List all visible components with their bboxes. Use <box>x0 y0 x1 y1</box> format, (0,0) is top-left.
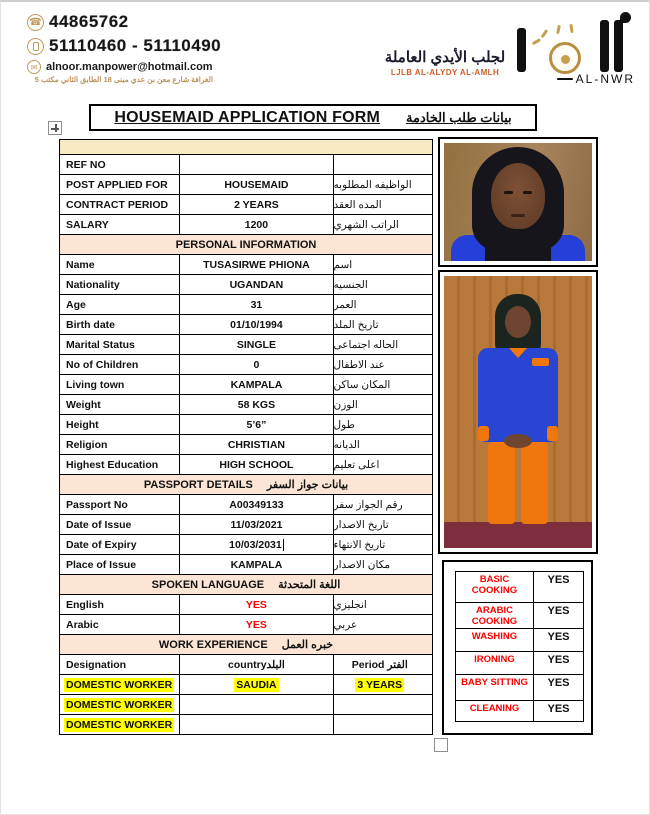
logo-calligraphy-stroke <box>614 20 623 72</box>
skill-name: ARABIC COOKING <box>456 603 534 628</box>
field-label-ar: رقم الجواز سفر <box>333 495 432 514</box>
field-label: Religion <box>66 438 108 451</box>
field-value <box>179 155 332 174</box>
work-row <box>60 694 432 714</box>
field-label: Highest Education <box>66 458 159 471</box>
field-label: Birth date <box>66 318 116 331</box>
lightbulb-ray <box>541 29 548 38</box>
field-label-ar: مكان الاصدار <box>333 555 432 574</box>
face <box>505 306 531 338</box>
field-label-ar: المكان ساكن <box>333 375 432 394</box>
field-row <box>60 434 432 454</box>
field-label: English <box>66 598 104 611</box>
section-title-en: PASSPORT DETAILS <box>143 478 253 491</box>
skill-row <box>456 651 583 674</box>
lightbulb-ray <box>569 24 573 33</box>
company-name-translit: LJLB AL-ALYDY AL-AMLH <box>390 68 500 77</box>
section-title-en: PERSONAL INFORMATION <box>175 238 317 251</box>
skill-row <box>456 700 583 721</box>
field-value: 31 <box>179 295 332 314</box>
skill-row <box>456 628 583 651</box>
field-label-ar: الراتب الشهري <box>333 215 432 234</box>
face <box>491 163 545 229</box>
skill-name: BABY SITTING <box>456 675 534 700</box>
field-label: POST APPLIED FOR <box>66 178 168 191</box>
form-title-en: HOUSEMAID APPLICATION FORM <box>114 108 381 126</box>
hijab-drape <box>485 227 551 261</box>
work-col-country: countryالبلد <box>179 655 332 674</box>
text-cursor <box>283 539 284 551</box>
work-period <box>333 695 432 714</box>
contact-block <box>27 12 221 84</box>
logo-calligraphy-stroke <box>600 20 609 72</box>
section-header-row <box>60 234 432 254</box>
field-label-ar: المده العقد <box>333 195 432 214</box>
field-label-ar: طول <box>333 415 432 434</box>
work-period <box>333 715 432 734</box>
skills-box <box>442 560 593 735</box>
section-header-row <box>60 634 432 654</box>
field-label-ar: عربي <box>333 615 432 634</box>
field-row <box>60 214 432 234</box>
form-title-ar: بيانات طلب الخادمة <box>406 109 512 125</box>
company-name <box>379 48 511 77</box>
field-row <box>60 154 432 174</box>
headshot-photo <box>438 137 598 267</box>
logo-calligraphy-dot <box>620 12 631 23</box>
field-label-ar: العمر <box>333 295 432 314</box>
eye <box>504 191 513 194</box>
field-value: HOUSEMAID <box>179 175 332 194</box>
logo-wordmark: AL-NWR <box>575 72 635 86</box>
field-value: SINGLE <box>179 335 332 354</box>
field-row <box>60 334 432 354</box>
lightbulb-ray <box>532 38 541 45</box>
work-col-period: Period الفتر <box>333 655 432 674</box>
field-row <box>60 454 432 474</box>
skill-value: YES <box>547 703 570 715</box>
field-row <box>60 194 432 214</box>
field-label: Passport No <box>66 498 128 511</box>
field-value: 01/10/1994 <box>179 315 332 334</box>
field-row <box>60 314 432 334</box>
field-label: Nationality <box>66 278 120 291</box>
field-label: No of Children <box>66 358 139 371</box>
carpet <box>444 522 592 548</box>
work-col-designation: Designation <box>66 658 127 671</box>
company-brand <box>379 8 641 100</box>
phone-number: 44865762 <box>49 12 129 31</box>
field-row <box>60 554 432 574</box>
field-label-ar: الديانه <box>333 435 432 454</box>
field-row <box>60 374 432 394</box>
field-label-ar: الوزن <box>333 395 432 414</box>
field-label: REF NO <box>66 158 106 171</box>
field-row <box>60 274 432 294</box>
headshot-scene <box>444 143 592 261</box>
section-title-ar: بيانات جواز السفر <box>266 479 349 491</box>
field-value: 58 KGS <box>179 395 332 414</box>
field-label: Name <box>66 258 95 271</box>
orange-collar <box>509 348 527 358</box>
field-value: 2 YEARS <box>179 195 332 214</box>
skill-name: BASIC COOKING <box>456 572 534 602</box>
section-title-ar: خبره العمل <box>281 639 334 651</box>
orange-pocket <box>532 358 549 366</box>
field-label: Date of Expiry <box>66 538 137 551</box>
work-designation <box>60 715 179 734</box>
field-label: Age <box>66 298 86 311</box>
skill-value: YES <box>547 605 570 617</box>
field-value: KAMPALA <box>179 375 332 394</box>
field-value: YES <box>179 615 332 634</box>
skill-row <box>456 602 583 628</box>
field-label: Weight <box>66 398 101 411</box>
phone-icon: ☎ <box>27 14 44 31</box>
skill-name: WASHING <box>456 629 534 651</box>
highlighted-text: SAUDIA <box>236 678 277 691</box>
mobile-row <box>27 36 221 56</box>
field-label: Place of Issue <box>66 558 137 571</box>
field-value: UGANDAN <box>179 275 332 294</box>
work-country <box>179 715 332 734</box>
orange-cuff <box>547 426 558 441</box>
mouth <box>511 214 525 217</box>
fullbody-scene <box>444 276 592 548</box>
section-title-ar: اللغة المتحدثة <box>278 579 341 591</box>
company-name-arabic: لجلب الأيدي العاملة <box>384 49 506 66</box>
band-row <box>60 140 432 154</box>
table-resize-handle[interactable] <box>434 738 448 752</box>
highlighted-text: 3 YEARS <box>357 678 403 691</box>
field-value: KAMPALA <box>179 555 332 574</box>
work-designation <box>60 695 179 714</box>
orange-cuff <box>478 426 489 441</box>
work-row <box>60 714 432 734</box>
section-title <box>60 475 432 494</box>
lightbulb-filament <box>561 55 570 64</box>
lightbulb-base <box>557 78 573 81</box>
orange-pants <box>488 442 515 524</box>
application-table <box>59 139 433 735</box>
work-header-row <box>60 654 432 674</box>
highlighted-text: DOMESTIC WORKER <box>66 678 173 691</box>
field-label: Height <box>66 418 99 431</box>
field-label-ar: الحاله اجتماعى <box>333 335 432 354</box>
field-value: 5’6” <box>179 415 332 434</box>
work-country <box>179 695 332 714</box>
field-value: HIGH SCHOOL <box>179 455 332 474</box>
field-value: A00349133 <box>179 495 332 514</box>
skill-value: YES <box>547 677 570 689</box>
field-label-ar: الجنسيه <box>333 275 432 294</box>
field-row <box>60 494 432 514</box>
hands <box>504 434 532 448</box>
field-label-ar: اسم <box>333 255 432 274</box>
skill-row <box>456 674 583 700</box>
field-row <box>60 594 432 614</box>
section-header-row <box>60 474 432 494</box>
table-move-handle[interactable] <box>48 121 62 135</box>
mobile-numbers: 51110460 - 51110490 <box>49 36 222 55</box>
section-header-row <box>60 574 432 594</box>
lightbulb-ray <box>556 25 560 34</box>
section-title <box>60 575 432 594</box>
highlighted-text: DOMESTIC WORKER <box>66 698 173 711</box>
skill-value: YES <box>547 631 570 643</box>
field-label-ar: تاريخ الملد <box>333 315 432 334</box>
field-row <box>60 354 432 374</box>
skill-row <box>456 572 583 602</box>
orange-pants <box>521 442 548 524</box>
field-label-ar: الواظيفه المطلوبه <box>333 175 432 194</box>
field-label-ar: عند الاطفال <box>333 355 432 374</box>
field-label-ar: تاريخ الاصدار <box>333 515 432 534</box>
field-row <box>60 534 432 554</box>
email-address: alnoor.manpower@hotmail.com <box>46 61 213 73</box>
logo-calligraphy-stroke <box>517 28 526 72</box>
email-icon: ✉ <box>27 60 41 74</box>
field-value: 1200 <box>179 215 332 234</box>
field-row <box>60 294 432 314</box>
field-value: 0 <box>179 355 332 374</box>
office-address: الغرافة شارع معن بن عدي مبنى 18 الطابق الثاني مكتب 5 <box>34 75 213 84</box>
field-row <box>60 414 432 434</box>
field-label: Date of Issue <box>66 518 132 531</box>
field-value: YES <box>179 595 332 614</box>
field-row <box>60 394 432 414</box>
field-row <box>60 514 432 534</box>
field-label: Marital Status <box>66 338 135 351</box>
phone-row <box>27 12 221 32</box>
field-value: CHRISTIAN <box>179 435 332 454</box>
email-row <box>27 60 221 74</box>
skills-table <box>455 571 584 722</box>
section-title <box>60 635 432 654</box>
field-label-ar <box>333 155 432 174</box>
field-value: 11/03/2021 <box>179 515 332 534</box>
field-label: Arabic <box>66 618 99 631</box>
highlighted-text: DOMESTIC WORKER <box>66 718 173 731</box>
field-value: TUSASIRWE PHIONA <box>179 255 332 274</box>
section-title-en: WORK EXPERIENCE <box>158 638 268 651</box>
skill-value: YES <box>547 574 570 586</box>
field-row <box>60 614 432 634</box>
work-designation <box>60 675 179 694</box>
section-title-en: SPOKEN LANGUAGE <box>151 578 265 591</box>
section-title <box>60 235 432 254</box>
field-label-ar: اعلى تعليم <box>333 455 432 474</box>
field-label: Living town <box>66 378 125 391</box>
mobile-icon <box>27 38 44 55</box>
field-value: 10/03/2031 <box>179 535 332 554</box>
title-box <box>89 104 537 131</box>
skill-name: CLEANING <box>456 701 534 721</box>
field-label-ar: انجليزي <box>333 595 432 614</box>
skill-name: IRONING <box>456 652 534 674</box>
work-row <box>60 674 432 694</box>
field-label: CONTRACT PERIOD <box>66 198 169 211</box>
work-period <box>333 675 432 694</box>
work-country <box>179 675 332 694</box>
band-cell <box>60 140 432 154</box>
company-logo <box>515 12 635 86</box>
field-row <box>60 254 432 274</box>
field-row <box>60 174 432 194</box>
eye <box>523 191 532 194</box>
fullbody-photo <box>438 270 598 554</box>
field-label-ar: تاريخ الانتهاء <box>333 535 432 554</box>
skill-value: YES <box>547 654 570 666</box>
field-label: SALARY <box>66 218 109 231</box>
